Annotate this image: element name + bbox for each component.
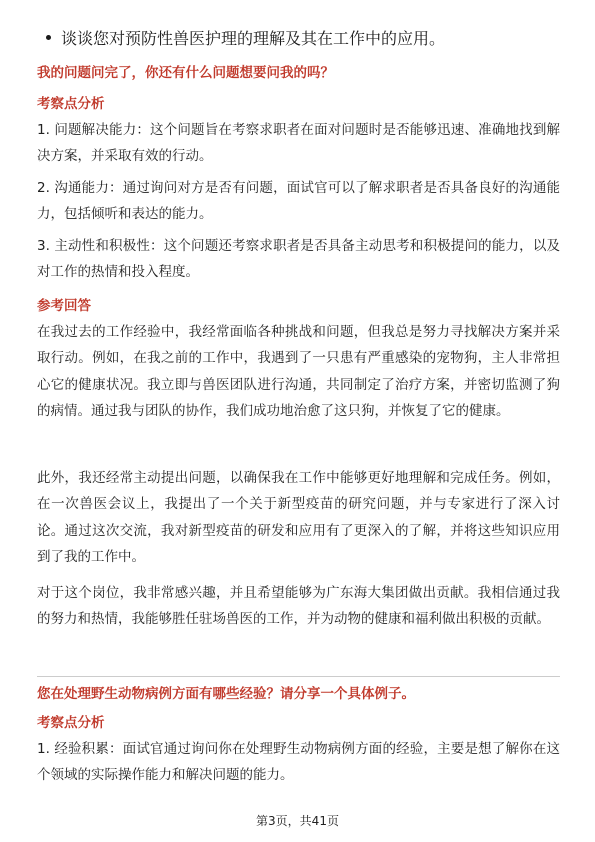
q1-answer-heading: 参考回答	[37, 298, 91, 314]
q1-answer-paragraph-2: 此外，我还经常主动提出问题，以确保我在工作中能够更好地理解和完成任务。例如，在一次兽医会议上，我提出了一个关于新型疫苗的研究问题，并与专家进行了深入讨论。通过这次交流，我对新型疫苗的研发和应用有了更深入的了解，并将这些知识应用到了我的工作中。	[37, 470, 560, 565]
q1-point-3: 3. 主动性和积极性：这个问题还考察求职者是否具备主动思考和积极提问的能力，以及对工作的热情和投入程度。	[37, 238, 560, 281]
q1-analysis-heading: 考察点分析	[37, 96, 105, 112]
q1-answer-paragraph-3: 对于这个岗位，我非常感兴趣，并且希望能够为广东海大集团做出贡献。我相信通过我的努力和热情，我能够胜任驻场兽医的工作，并为动物的健康和福利做出积极的贡献。	[37, 585, 560, 628]
section-divider	[37, 676, 560, 677]
question-2-title: 您在处理野生动物病例方面有哪些经验？请分享一个具体例子。	[37, 686, 415, 702]
q1-answer-paragraph-1: 在我过去的工作经验中，我经常面临各种挑战和问题，但我总是努力寻找解决方案并采取行动。例如，在我之前的工作中，我遇到了一只患有严重感染的宠物狗，主人非常担心它的健康状况。我立即与兽医团队进行沟通，共同制定了治疗方案，并密切监测了狗的病情。通过我与团队的协作，我们成功地治愈了这只狗，并恢复了它的健康。	[37, 324, 560, 419]
question-1-title: 我的问题问完了，你还有什么问题想要问我的吗？	[37, 65, 334, 81]
q2-analysis-heading: 考察点分析	[37, 715, 105, 731]
top-bullet-text: 谈谈您对预防性兽医护理的理解及其在工作中的应用。	[61, 29, 446, 48]
q1-point-1: 1. 问题解决能力：这个问题旨在考察求职者在面对问题时是否能够迅速、准确地找到解决方案，并采取有效的行动。	[37, 122, 560, 165]
q1-point-2: 2. 沟通能力：通过询问对方是否有问题，面试官可以了解求职者是否具备良好的沟通能力，包括倾听和表达的能力。	[37, 180, 560, 223]
bullet-icon	[46, 35, 51, 40]
q2-point-1: 1. 经验积累：面试官通过询问你在处理野生动物病例方面的经验，主要是想了解你在这个领域的实际操作能力和解决问题的能力。	[37, 741, 560, 784]
top-bullet-item	[46, 27, 566, 51]
page-footer: 第3页，共41页	[256, 814, 339, 828]
